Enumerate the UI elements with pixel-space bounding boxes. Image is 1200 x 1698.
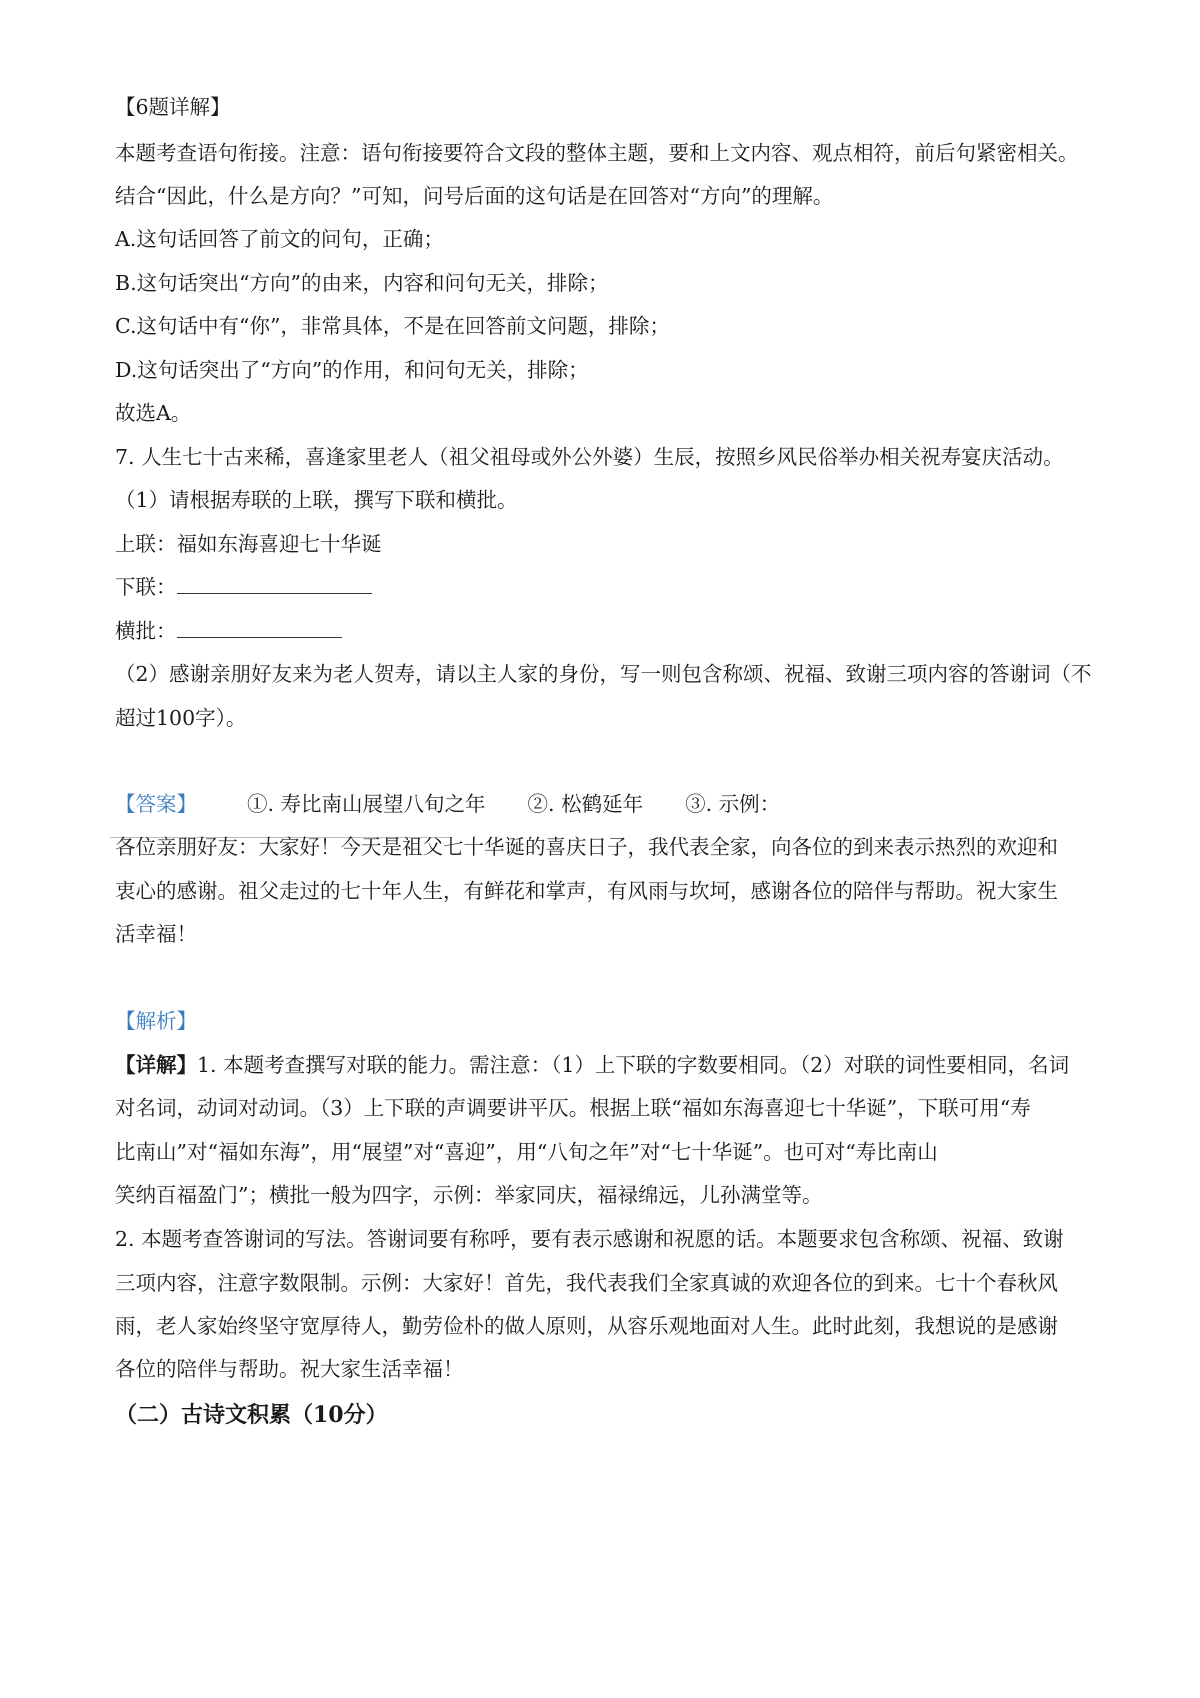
q7-part2-line: 超过100字）。 [115, 706, 247, 730]
q7-xialian [115, 572, 372, 602]
analysis-line: 雨，老人家始终坚守宽厚待人，勤劳俭朴的做人原则，从容乐观地面对人生。此时此刻，我想说的是感谢 [115, 1314, 1058, 1338]
answer-label: 【答案】 [115, 792, 197, 816]
answer-item-1: ①. 寿比南山展望八旬之年 [247, 792, 486, 816]
xialian-blank [177, 575, 372, 594]
q6-text-line: 本题考查语句衔接。注意：语句衔接要符合文段的整体主题，要和上文内容、观点相符，前后句紧密相关。 [115, 141, 1079, 165]
answer-item-3: ③. 示例： [685, 792, 781, 816]
analysis-text: 1. 本题考查撰写对联的能力。需注意：（1）上下联的字数要相同。（2）对联的词性要相同，名词 [197, 1053, 1070, 1077]
analysis-line [115, 1050, 1069, 1080]
analysis-line: 2. 本题考查答谢词的写法。答谢词要有称呼，要有表示感谢和祝愿的话。本题要求包含称颂、祝福、致谢 [115, 1227, 1064, 1251]
q6-conclusion: 故选A。 [115, 401, 192, 425]
answer-text-line: 衷心的感谢。祖父走过的七十年人生，有鲜花和掌声，有风雨与坎坷，感谢各位的陪伴与帮助。祝大家生 [115, 879, 1058, 903]
q6-heading: 【6题详解】 [115, 95, 231, 119]
q7-stem: 7. 人生七十古来稀，喜逢家里老人（祖父祖母或外公外婆）生辰，按照乡风民俗举办相关祝寿宴庆活动。 [115, 445, 1064, 469]
analysis-line: 比南山”对“福如东海”，用“展望”对“喜迎”，用“八旬之年”对“七十华诞”。也可对“寿比南山 [115, 1140, 938, 1164]
analysis-line: 对名词，动词对动词。（3）上下联的声调要讲平仄。根据上联“福如东海喜迎七十华诞”，下联可用“寿 [115, 1096, 1031, 1120]
q7-part2-line: （2）感谢亲朋好友来为老人贺寿，请以主人家的身份，写一则包含称颂、祝福、致谢三项内容的答谢词（不 [115, 662, 1092, 686]
answer-text-line: 各位亲朋好友：大家好！今天是祖父七十华诞的喜庆日子，我代表全家，向各位的到来表示热烈的欢迎和 [115, 835, 1058, 859]
q6-option-d: D.这句话突出了“方向”的作用，和问句无关，排除； [115, 358, 589, 382]
q6-option-a: A.这句话回答了前文的问句，正确； [115, 227, 444, 251]
q7-part1: （1）请根据寿联的上联，撰写下联和横批。 [115, 488, 518, 512]
q6-option-c: C.这句话中有“你”，非常具体，不是在回答前文问题，排除； [115, 314, 670, 338]
analysis-line: 三项内容，注意字数限制。示例：大家好！首先，我代表我们全家真诚的欢迎各位的到来。七十个春秋风 [115, 1271, 1058, 1295]
answer-row [115, 789, 780, 819]
q7-shanglian: 上联：福如东海喜迎七十华诞 [115, 532, 382, 556]
analysis-label: 【解析】 [115, 1009, 197, 1033]
section-title: （二）古诗文积累（10分） [115, 1402, 388, 1428]
analysis-line: 各位的陪伴与帮助。祝大家生活幸福！ [115, 1357, 464, 1381]
answer-item-2: ②. 松鹤延年 [527, 792, 644, 816]
answer-text-line: 活幸福！ [115, 922, 197, 946]
hengpi-label: 横批： [115, 619, 177, 643]
detail-label: 【详解】 [115, 1053, 197, 1077]
analysis-line: 笑纳百福盈门”；横批一般为四字，示例：举家同庆，福禄绵远，儿孙满堂等。 [115, 1183, 823, 1207]
q7-hengpi [115, 616, 342, 646]
hengpi-blank [177, 619, 342, 638]
xialian-label: 下联： [115, 575, 177, 599]
q6-text-line: 结合“因此，什么是方向？”可知，问号后面的这句话是在回答对“方向”的理解。 [115, 184, 834, 208]
q6-option-b: B.这句话突出“方向”的由来，内容和问句无关，排除； [115, 271, 609, 295]
